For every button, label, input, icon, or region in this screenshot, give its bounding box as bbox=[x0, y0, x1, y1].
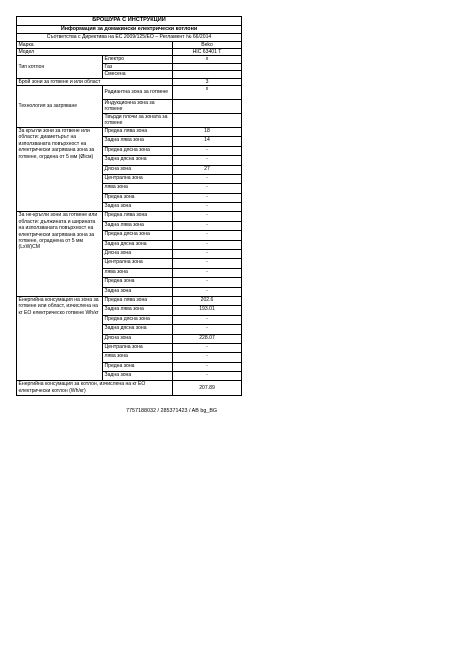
hob-type-mark bbox=[173, 63, 242, 70]
energy-zone-zone: Задна лява зона bbox=[103, 306, 173, 315]
model-label: Модел bbox=[17, 48, 173, 55]
nonround-zone-zone: Задна лява зона bbox=[103, 221, 173, 230]
hob-type-option: Електро bbox=[103, 56, 173, 63]
nonround-zone-zone: Задна дясна зона bbox=[103, 240, 173, 249]
hob-type-mark: x bbox=[173, 56, 242, 63]
product-info-table bbox=[16, 16, 242, 396]
energy-zone-zone: Предна лява зона bbox=[103, 296, 173, 305]
energy-total-label: Енергийна консумация за котлон, изчислена на кг ЕО електрически котлон (Wh/кг) bbox=[17, 381, 173, 396]
model-value: HIC 63401 T bbox=[173, 48, 242, 55]
round-zone-zone: Задна дясна зона bbox=[103, 156, 173, 165]
round-zone-value: 27 bbox=[173, 165, 242, 174]
table-row bbox=[17, 17, 242, 26]
energy-zone-value: 193.01 bbox=[173, 306, 242, 315]
technology-mark bbox=[173, 99, 242, 113]
technology-option: Твърди плочи за зоната за готвене bbox=[103, 113, 173, 127]
nonround-zones-label: За не-кръгли зони за готвене или области: дължината и ширината на използваната повърхност на електрически загрявана зона за готвене, ограднена от 5 мм (LxW)CM bbox=[17, 212, 103, 297]
round-zone-zone: Задна лява зона bbox=[103, 137, 173, 146]
technology-label: Технология за загряване bbox=[17, 85, 103, 127]
round-zone-zone: Предна лява зона bbox=[103, 127, 173, 136]
nonround-zone-zone: Централна зона bbox=[103, 259, 173, 268]
round-zone-value: - bbox=[173, 193, 242, 202]
round-zone-zone: Предна дясна зона bbox=[103, 146, 173, 155]
nonround-zone-value: - bbox=[173, 231, 242, 240]
energy-zone-value: 228.07 bbox=[173, 334, 242, 343]
round-zone-value: 18 bbox=[173, 127, 242, 136]
zone-count-label: Брой зони за готвене и или област bbox=[17, 78, 173, 85]
brochure-title: БРОШУРА С ИНСТРУКЦИИ bbox=[17, 17, 242, 26]
table-row bbox=[17, 56, 242, 63]
zone-count-value: 3 bbox=[173, 78, 242, 85]
nonround-zone-value: - bbox=[173, 240, 242, 249]
table-row bbox=[17, 78, 242, 85]
brand-label: Марка bbox=[17, 41, 173, 48]
nonround-zone-zone: Задна зона bbox=[103, 287, 173, 296]
nonround-zone-zone: лява зона bbox=[103, 268, 173, 277]
nonround-zone-value: - bbox=[173, 250, 242, 259]
table-row bbox=[17, 25, 242, 34]
table-row bbox=[17, 381, 242, 396]
round-zone-value: - bbox=[173, 146, 242, 155]
hob-type-option: Смесена bbox=[103, 71, 173, 78]
round-zone-zone: Дясна зона bbox=[103, 165, 173, 174]
product-info-sheet bbox=[16, 16, 241, 396]
nonround-zone-value: - bbox=[173, 278, 242, 287]
regulation-reference: Съответства с Директива на ЕС 2009/125/ЕО – Регламент № 66/2014 bbox=[17, 34, 242, 42]
brand-value: Beko bbox=[173, 41, 242, 48]
table-row bbox=[17, 41, 242, 48]
round-zone-value: - bbox=[173, 156, 242, 165]
technology-option: Радиантна зона за готвене bbox=[103, 85, 173, 99]
nonround-zone-zone: Предна лява зона bbox=[103, 212, 173, 221]
hob-type-option: Газ bbox=[103, 63, 173, 70]
round-zone-zone: Задна зона bbox=[103, 203, 173, 212]
nonround-zone-zone: Предна дясна зона bbox=[103, 231, 173, 240]
energy-zone-value: - bbox=[173, 372, 242, 381]
technology-mark bbox=[173, 113, 242, 127]
table-row bbox=[17, 127, 242, 136]
round-zone-value: 14 bbox=[173, 137, 242, 146]
technology-option: Индукционна зона за готвене bbox=[103, 99, 173, 113]
energy-zone-value: 202.6 bbox=[173, 296, 242, 305]
nonround-zone-value: - bbox=[173, 212, 242, 221]
round-zone-zone: Предна зона bbox=[103, 193, 173, 202]
round-zone-value: - bbox=[173, 174, 242, 183]
energy-zone-zone: Дясна зона bbox=[103, 334, 173, 343]
energy-zone-zone: Централна зона bbox=[103, 343, 173, 352]
energy-zone-value: - bbox=[173, 315, 242, 324]
table-row bbox=[17, 212, 242, 221]
nonround-zone-value: - bbox=[173, 259, 242, 268]
nonround-zone-zone: Дясна зона bbox=[103, 250, 173, 259]
energy-zone-value: - bbox=[173, 325, 242, 334]
nonround-zone-zone: Предна зона bbox=[103, 278, 173, 287]
energy-total-value: 207.89 bbox=[173, 381, 242, 396]
technology-mark: x bbox=[173, 85, 242, 99]
nonround-zone-value: - bbox=[173, 287, 242, 296]
round-zone-value: - bbox=[173, 184, 242, 193]
sheet-subtitle: Информация за домакински електрически котлони bbox=[17, 25, 242, 34]
round-zones-label: За кръгли зони за готвене или области: диаметърът на използваната повърхност на електрически загрявана зона за готвене, огрдена от 5 мм (Øiсм) bbox=[17, 127, 103, 212]
table-row bbox=[17, 48, 242, 55]
energy-zone-zone: Предна дясна зона bbox=[103, 315, 173, 324]
nonround-zone-value: - bbox=[173, 221, 242, 230]
energy-zone-zone: Задна дясна зона bbox=[103, 325, 173, 334]
hob-type-label: Тип котлон bbox=[17, 56, 103, 78]
energy-zone-zone: Задна зона bbox=[103, 372, 173, 381]
energy-zone-value: - bbox=[173, 343, 242, 352]
nonround-zone-value: - bbox=[173, 268, 242, 277]
round-zone-value: - bbox=[173, 203, 242, 212]
document-code-footer: 7757188032 / 285371423 / AB bg_BG bbox=[126, 408, 218, 414]
table-row bbox=[17, 85, 242, 99]
energy-zone-zone: лява зона bbox=[103, 353, 173, 362]
table-row bbox=[17, 296, 242, 305]
table-row bbox=[17, 34, 242, 42]
energy-zone-value: - bbox=[173, 362, 242, 371]
energy-zone-zone: Предна зона bbox=[103, 362, 173, 371]
round-zone-zone: Централна зона bbox=[103, 174, 173, 183]
energy-zones-label: Енергийна консумация на зона за готвене или област, изчислена на кг ЕО електрическо готвене Wh/кг bbox=[17, 296, 103, 381]
round-zone-zone: лява зона bbox=[103, 184, 173, 193]
hob-type-mark bbox=[173, 71, 242, 78]
energy-zone-value: - bbox=[173, 353, 242, 362]
